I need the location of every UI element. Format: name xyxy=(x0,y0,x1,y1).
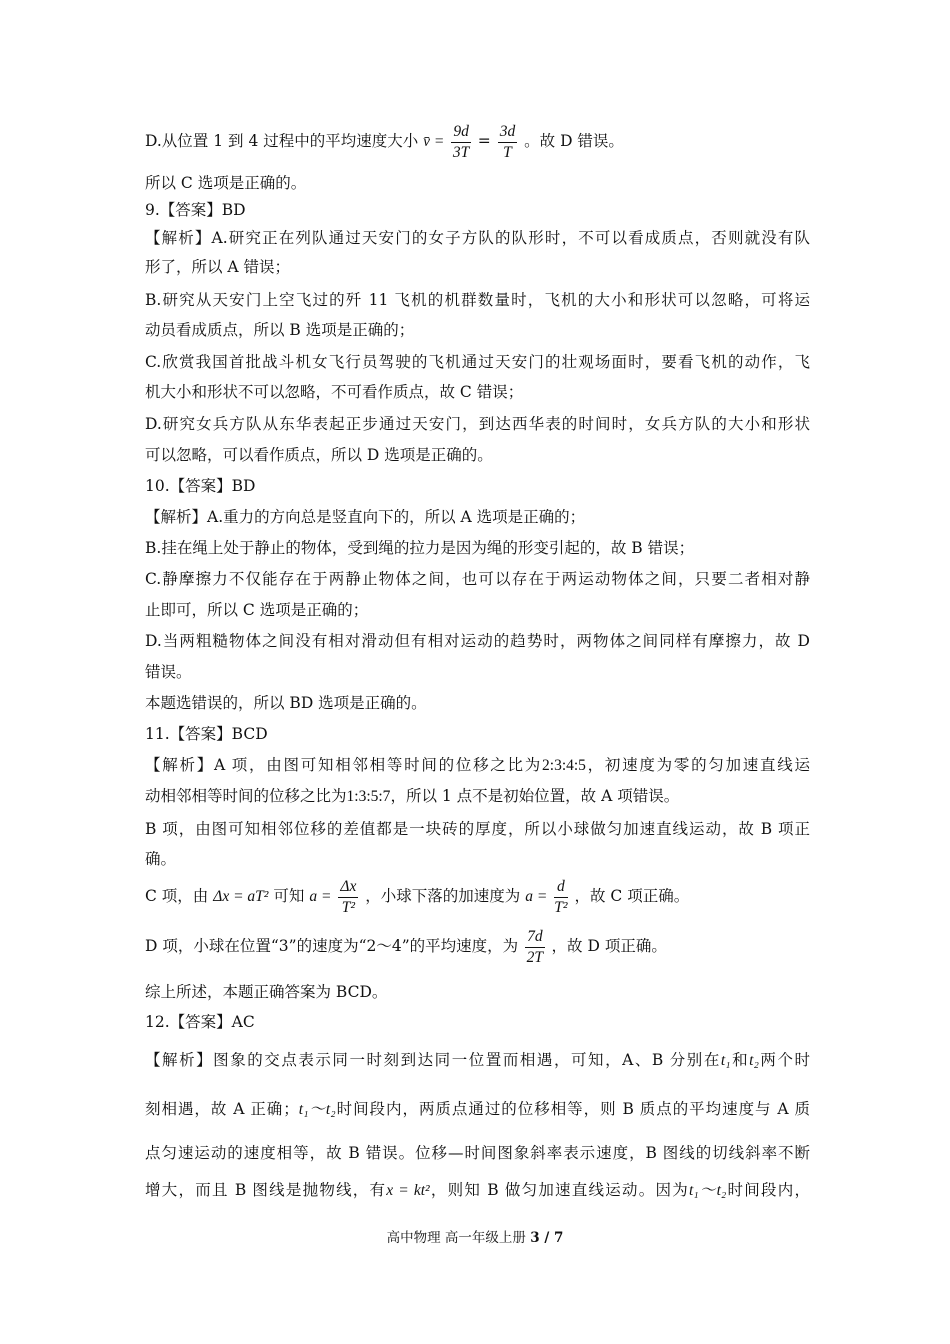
line-31: 点匀速运动的速度相等，故 B 错误。位移—时间图象斜率表示速度，B 图线的切线斜率不断 xyxy=(145,1144,810,1162)
line-25: C 项，由 Δx = aT² 可知 a = $\frac{\Delta x}{\text{T²}}$ ，小球下落的加速度为 a = $\frac{d}{\text{T²}}$ ，故 C 项正确。 xyxy=(145,877,690,916)
line-5: 形了，所以 A 错误； xyxy=(145,258,291,276)
line-4: 【解析】A.研究正在列队通过天安门的女子方队的队形时，不可以看成质点，否则就没有队 xyxy=(145,229,810,247)
fraction-9d-3T: $\frac{9d}{3T}$ xyxy=(452,122,470,161)
fraction-7d-2T: $\frac{7d}{2T}$ xyxy=(526,927,544,966)
fraction-3d-T: $\frac{3d}{T}$ xyxy=(499,122,516,161)
text: 。故 D 错误。 xyxy=(524,132,624,150)
fraction-d-T2: $\frac{d}{\text{T²}}$ xyxy=(554,877,568,916)
line-26: D 项，小球在位置“3”的速度为“2～4”的平均速度，为 $\frac{7d}{2T}$ ，故 D 项正确。 xyxy=(145,927,667,966)
line-19: 本题选错误的，所以 BD 选项是正确的。 xyxy=(145,694,427,712)
line-18: 错误。 xyxy=(145,663,192,681)
ratio-1357: 1:3:5:7 xyxy=(346,788,391,805)
line-14: B.挂在绳上处于静止的物体，受到绳的拉力是因为绳的形变引起的，故 B 错误； xyxy=(145,539,695,557)
answer-10: 10.【答案】BD xyxy=(145,477,256,495)
line-21: 【解析】A 项，由图可知相邻相等时间的位移之比为2:3:4:5，初速度为零的匀加速直线运 xyxy=(145,756,810,774)
math-eq: = xyxy=(477,132,491,150)
math-dx: Δx = aT² xyxy=(213,888,269,905)
footer-text: 高中物理 高一年级上册 xyxy=(386,1230,531,1246)
line-23: B 项，由图可知相邻位移的差值都是一块砖的厚度，所以小球做匀加速直线运动，故 B 项正 xyxy=(145,820,810,838)
page-number: 3 / 7 xyxy=(530,1230,564,1246)
page-footer xyxy=(0,1226,950,1246)
line-15: C.静摩擦力不仅能存在于两静止物体之间，也可以存在于两运动物体之间，只要二者相对静 xyxy=(145,570,810,588)
answer-11: 11.【答案】BCD xyxy=(145,725,268,743)
text: D.从位置 1 到 4 过程中的平均速度大小 xyxy=(145,132,419,150)
line-22: 动相邻相等时间的位移之比为1:3:5:7，所以 1 点不是初始位置，故 A 项错误。 xyxy=(145,787,680,805)
line-30: 刻相遇，故 A 正确；t₁～t₂时间段内，两质点通过的位移相等，则 B 质点的平均速度与 A 质 xyxy=(145,1100,811,1118)
line-29: 【解析】图象的交点表示同一时刻到达同一位置而相遇，可知，A、B 分别在t₁和t₂两个时 xyxy=(145,1051,810,1069)
line-13: 【解析】A.重力的方向总是竖直向下的，所以 A 选项是正确的； xyxy=(145,508,586,526)
answer-9: 9.【答案】BD xyxy=(145,201,246,219)
math-vbar: v̄ = xyxy=(423,133,445,150)
line-9: 机大小和形状不可以忽略，不可看作质点，故 C 错误； xyxy=(145,383,524,401)
ratio-2345: 2:3:4:5 xyxy=(542,757,586,774)
line-27: 综上所述，本题正确答案为 BCD。 xyxy=(145,983,388,1001)
answer-12: 12.【答案】AC xyxy=(145,1013,255,1031)
line-10: D.研究女兵方队从东华表起正步通过天安门，到达西华表的时间时，女兵方队的大小和形状 xyxy=(145,415,810,433)
line-24: 确。 xyxy=(145,850,177,868)
line-32: 增大，而且 B 图线是抛物线，有x = kt²，则知 B 做匀加速直线运动。因为t₁～t₂时间段内， xyxy=(145,1181,810,1199)
line-2: 所以 C 选项是正确的。 xyxy=(145,174,307,192)
line-7: 动员看成质点，所以 B 选项是正确的； xyxy=(145,321,415,339)
line-16: 止即可，所以 C 选项是正确的； xyxy=(145,601,369,619)
line-1 xyxy=(145,117,810,166)
line-11: 可以忽略，可以看作质点，所以 D 选项是正确的。 xyxy=(145,446,493,464)
range-2-4: 2～4 xyxy=(366,937,402,955)
line-8: C.欣赏我国首批战斗机女飞行员驾驶的飞机通过天安门的壮观场面时，要看飞机的动作，飞 xyxy=(145,353,810,371)
fraction-dx-T2: $\frac{\Delta x}{\text{T²}}$ xyxy=(340,877,357,916)
line-17: D.当两粗糙物体之间没有相对滑动但有相对运动的趋势时，两物体之间同样有摩擦力，故 D xyxy=(145,632,810,650)
line-6: B.研究从天安门上空飞过的歼 11 飞机的机群数量时，飞机的大小和形状可以忽略，可将运 xyxy=(145,291,810,309)
